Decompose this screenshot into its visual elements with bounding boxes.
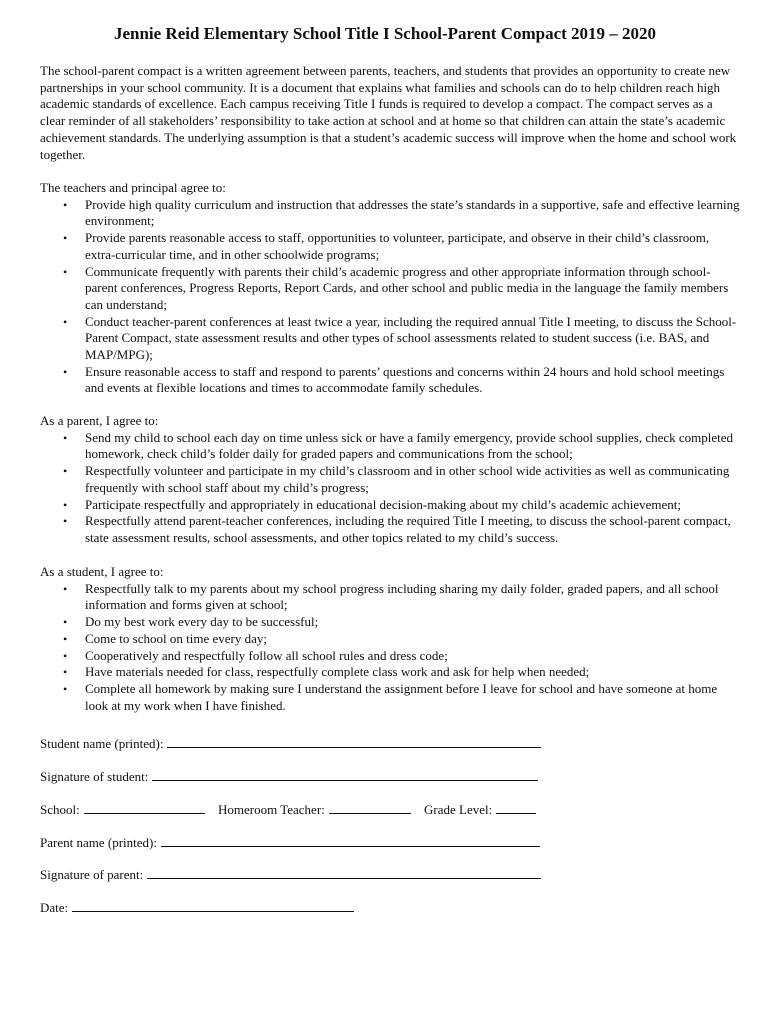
student-list xyxy=(40,581,740,715)
date-input[interactable] xyxy=(72,897,354,912)
list-item-text: Complete all homework by making sure I understand the assignment before I leave for school and have someone at home look at my work when I have finished. xyxy=(85,680,718,713)
parent-signature-input[interactable] xyxy=(147,864,541,879)
bullet-icon: • xyxy=(63,665,68,680)
list-item xyxy=(40,230,740,263)
date-label: Date: xyxy=(40,900,69,915)
teachers-section xyxy=(40,180,740,397)
teachers-heading: The teachers and principal agree to: xyxy=(40,180,226,195)
student-name-input[interactable] xyxy=(167,733,541,748)
date-row xyxy=(40,897,354,917)
list-item xyxy=(40,197,740,230)
list-item-text: Send my child to school each day on time unless sick or have a family emergency, provide school supplies, check completed homework, check child’s folder daily for graded papers and communications from the school; xyxy=(85,429,734,462)
page-title: Jennie Reid Elementary School Title I School-Parent Compact 2019 – 2020 xyxy=(113,24,657,43)
homeroom-teacher-input[interactable] xyxy=(329,799,411,814)
list-item xyxy=(40,364,740,397)
list-item-text: Provide high quality curriculum and instruction that addresses the state’s standards in a supportive, safe and effective learning environment; xyxy=(85,196,740,229)
parent-section xyxy=(40,413,740,547)
list-item-text: Ensure reasonable access to staff and respond to parents’ questions and concerns within 24 hours and hold school meetings and events at flexible locations and times to accommodate family schedules. xyxy=(85,363,725,396)
list-item-text: Have materials needed for class, respectfully complete class work and ask for help when needed; xyxy=(85,664,590,680)
bullet-icon: • xyxy=(63,681,68,696)
list-item-text: Come to school on time every day; xyxy=(85,630,267,646)
teachers-list xyxy=(40,197,740,397)
list-item xyxy=(40,314,740,364)
list-item xyxy=(40,614,740,631)
grade-level-input[interactable] xyxy=(496,799,536,814)
list-item xyxy=(40,631,740,648)
bullet-icon: • xyxy=(63,631,68,646)
student-signature-row xyxy=(40,766,538,786)
homeroom-teacher-label: Homeroom Teacher: xyxy=(217,802,325,817)
list-item xyxy=(40,497,740,514)
list-item-text: Respectfully talk to my parents about my school progress including sharing my daily folder, graded papers, and all school information and forms given at school; xyxy=(85,580,719,613)
bullet-icon: • xyxy=(63,314,68,329)
student-signature-label: Signature of student: xyxy=(40,769,149,784)
bullet-icon: • xyxy=(63,264,68,279)
bullet-icon: • xyxy=(63,615,68,630)
list-item-text: Participate respectfully and appropriately in educational decision-making about my child’s academic achievement; xyxy=(85,496,681,512)
list-item-text: Communicate frequently with parents their child’s academic progress and other appropriate information through school-parent conferences, Progress Reports, Report Cards, and other school and public media in the language the family members can understand; xyxy=(85,263,729,312)
student-section xyxy=(40,564,740,714)
list-item xyxy=(40,513,740,546)
list-item xyxy=(40,664,740,681)
school-input[interactable] xyxy=(84,799,205,814)
list-item-text: Respectfully attend parent-teacher conferences, including the required Title I meeting, to discuss the school-parent compact, state assessment results, school assessments, and other topics related to my child’s success. xyxy=(85,513,731,545)
list-item xyxy=(40,264,740,314)
bullet-icon: • xyxy=(63,581,68,596)
school-info-row xyxy=(40,799,536,819)
parent-signature-label: Signature of parent: xyxy=(40,867,144,882)
bullet-icon: • xyxy=(63,364,68,379)
list-item xyxy=(40,463,740,496)
bullet-icon: • xyxy=(63,231,68,246)
parent-heading: As a parent, I agree to: xyxy=(40,413,159,428)
list-item-text: Do my best work every day to be successful; xyxy=(85,614,319,630)
parent-name-input[interactable] xyxy=(161,832,540,847)
student-name-row xyxy=(40,733,541,753)
list-item xyxy=(40,648,740,665)
bullet-icon: • xyxy=(63,497,68,512)
bullet-icon: • xyxy=(63,464,68,479)
list-item xyxy=(40,681,740,714)
student-name-label: Student name (printed): xyxy=(40,736,164,751)
bullet-icon: • xyxy=(63,197,68,212)
student-signature-input[interactable] xyxy=(152,766,538,781)
bullet-icon: • xyxy=(63,430,68,445)
list-item-text: Conduct teacher-parent conferences at least twice a year, including the required annual Title I meeting, to discuss the School-Parent Compact, state assessment results and other types of school assessments related to student success (i.e. BAS, and MAP/MPG); xyxy=(85,313,737,363)
parent-name-label: Parent name (printed): xyxy=(40,835,157,850)
parent-list xyxy=(40,430,740,547)
grade-level-label: Grade Level: xyxy=(424,802,493,817)
list-item xyxy=(40,430,740,463)
student-heading: As a student, I agree to: xyxy=(40,564,164,579)
list-item xyxy=(40,581,740,614)
school-label: School: xyxy=(40,802,80,817)
bullet-icon: • xyxy=(63,514,68,529)
parent-signature-row xyxy=(40,864,541,884)
intro-paragraph: The school-parent compact is a written agreement between parents, teachers, and students that provides an opportunity to create new partnerships in your school community. It is a document that explains what families and schools can do to help children reach high academic standards of excellence. Each campus receiving Title I funds is required to develop a compact. The compact serves as a clear reminder of all stakeholders’ responsibility to take action at school and at home so that children can attain the state’s academic achievement standards. The underlying assumption is that a student’s academic success will improve when the home and school work together. xyxy=(40,63,737,162)
list-item-text: Provide parents reasonable access to staff, opportunities to volunteer, participate, and observe in their child’s classroom, extra-curricular time, and in other schoolwide programs; xyxy=(85,230,710,262)
bullet-icon: • xyxy=(63,648,68,663)
parent-name-row xyxy=(40,832,540,852)
list-item-text: Respectfully volunteer and participate in my child’s classroom and in other school wide activities as well as communicating frequently with school staff about my child’s progress; xyxy=(85,463,730,495)
list-item-text: Cooperatively and respectfully follow all school rules and dress code; xyxy=(85,647,448,663)
